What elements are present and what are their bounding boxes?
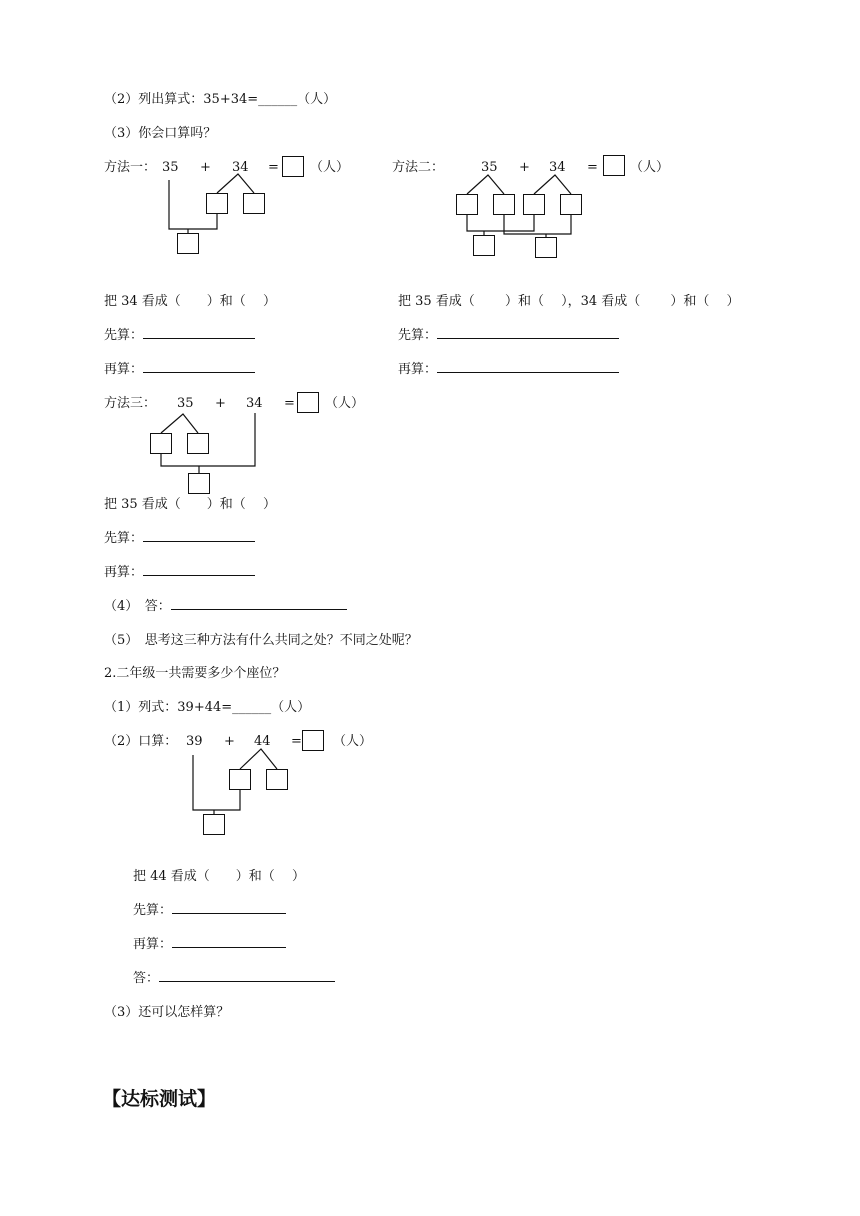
method-1-first-label: 先算： [104, 328, 255, 344]
problem-2-plus: + [224, 734, 235, 749]
problem-2-q1: （1）列式：39+44=______（人） [104, 700, 311, 715]
method-3-addend-a: 35 [177, 396, 194, 411]
problem-2-answer-blank[interactable] [159, 971, 335, 982]
method-3-addend-b: 34 [246, 396, 263, 411]
method-2-unit: （人） [630, 160, 670, 175]
method-1-then-blank[interactable] [143, 362, 255, 373]
problem-2-split-box-1[interactable] [229, 769, 251, 790]
method-2-first-label: 先算： [398, 328, 619, 344]
method-1-label: 方法一： [104, 160, 157, 175]
method-2-plus: + [519, 160, 530, 175]
method-1-plus: + [200, 160, 211, 175]
question-5-text: （5） 思考这三种方法有什么共同之处？不同之处呢？ [104, 633, 418, 648]
method-2-addend-a: 35 [481, 160, 498, 175]
method-3-split-box-2[interactable] [187, 433, 209, 454]
problem-2-q2-label: （2）口算： [104, 734, 178, 749]
method-3-label: 方法三： [104, 396, 157, 411]
method-1-addend-a: 35 [162, 160, 179, 175]
problem-2-then-blank[interactable] [172, 937, 286, 948]
method-1-equals: = [268, 160, 279, 175]
problem-2-addend-b: 44 [254, 734, 271, 749]
problem-2-addend-a: 39 [186, 734, 203, 749]
method-1-first-blank[interactable] [143, 328, 255, 339]
method-3-equals: = [284, 396, 295, 411]
method-1-split-text: 把 34 看成（ ）和（ ） [104, 294, 276, 309]
problem-2-split-text: 把 44 看成（ ）和（ ） [133, 869, 305, 884]
method-2-addend-b: 34 [549, 160, 566, 175]
method-3-split-box-1[interactable] [150, 433, 172, 454]
problem-2-q3: （3）还可以怎样算？ [104, 1005, 230, 1020]
section-heading: 【达标测试】 [102, 1088, 217, 1110]
method-3-split-text: 把 35 看成（ ）和（ ） [104, 497, 276, 512]
question-4-answer-blank[interactable] [171, 599, 347, 610]
problem-2-equals: = [291, 734, 302, 749]
problem-2-first-label: 先算： [133, 903, 286, 919]
method-3-unit: （人） [325, 396, 365, 411]
problem-2-result-box[interactable] [302, 730, 324, 751]
problem-2-then-label: 再算： [133, 937, 286, 953]
method-1-unit: （人） [310, 160, 350, 175]
method-3-first-blank[interactable] [143, 531, 255, 542]
method-2-first-blank[interactable] [437, 328, 619, 339]
method-1-then-label: 再算： [104, 362, 255, 378]
method-2-then-blank[interactable] [437, 362, 619, 373]
problem-2-split-box-2[interactable] [266, 769, 288, 790]
question-4-answer: （4） 答： [104, 599, 347, 615]
method-3-first-label: 先算： [104, 531, 255, 547]
problem-2-title: 2.二年级一共需要多少个座位？ [104, 666, 286, 681]
method-2-then-label: 再算： [398, 362, 619, 378]
method-3-sum-box[interactable] [188, 473, 210, 494]
problem-2-answer-label: 答： [133, 971, 335, 987]
problem-2-sum-box[interactable] [203, 814, 225, 835]
method-2-label: 方法二： [392, 160, 445, 175]
method-3-then-label: 再算： [104, 565, 255, 581]
method-3-plus: + [215, 396, 226, 411]
method-2-split-text: 把 35 看成（ ）和（ ），34 看成（ ）和（ ） [398, 294, 740, 309]
method-3-then-blank[interactable] [143, 565, 255, 576]
question-3-text: （3）你会口算吗？ [104, 126, 217, 141]
problem-2-first-blank[interactable] [172, 903, 286, 914]
problem-2-unit: （人） [333, 734, 373, 749]
method-2-equals: = [587, 160, 598, 175]
method-1-addend-b: 34 [232, 160, 249, 175]
question-2-text: （2）列出算式：35+34=______（人） [104, 92, 337, 107]
method-3-result-box[interactable] [297, 392, 319, 413]
